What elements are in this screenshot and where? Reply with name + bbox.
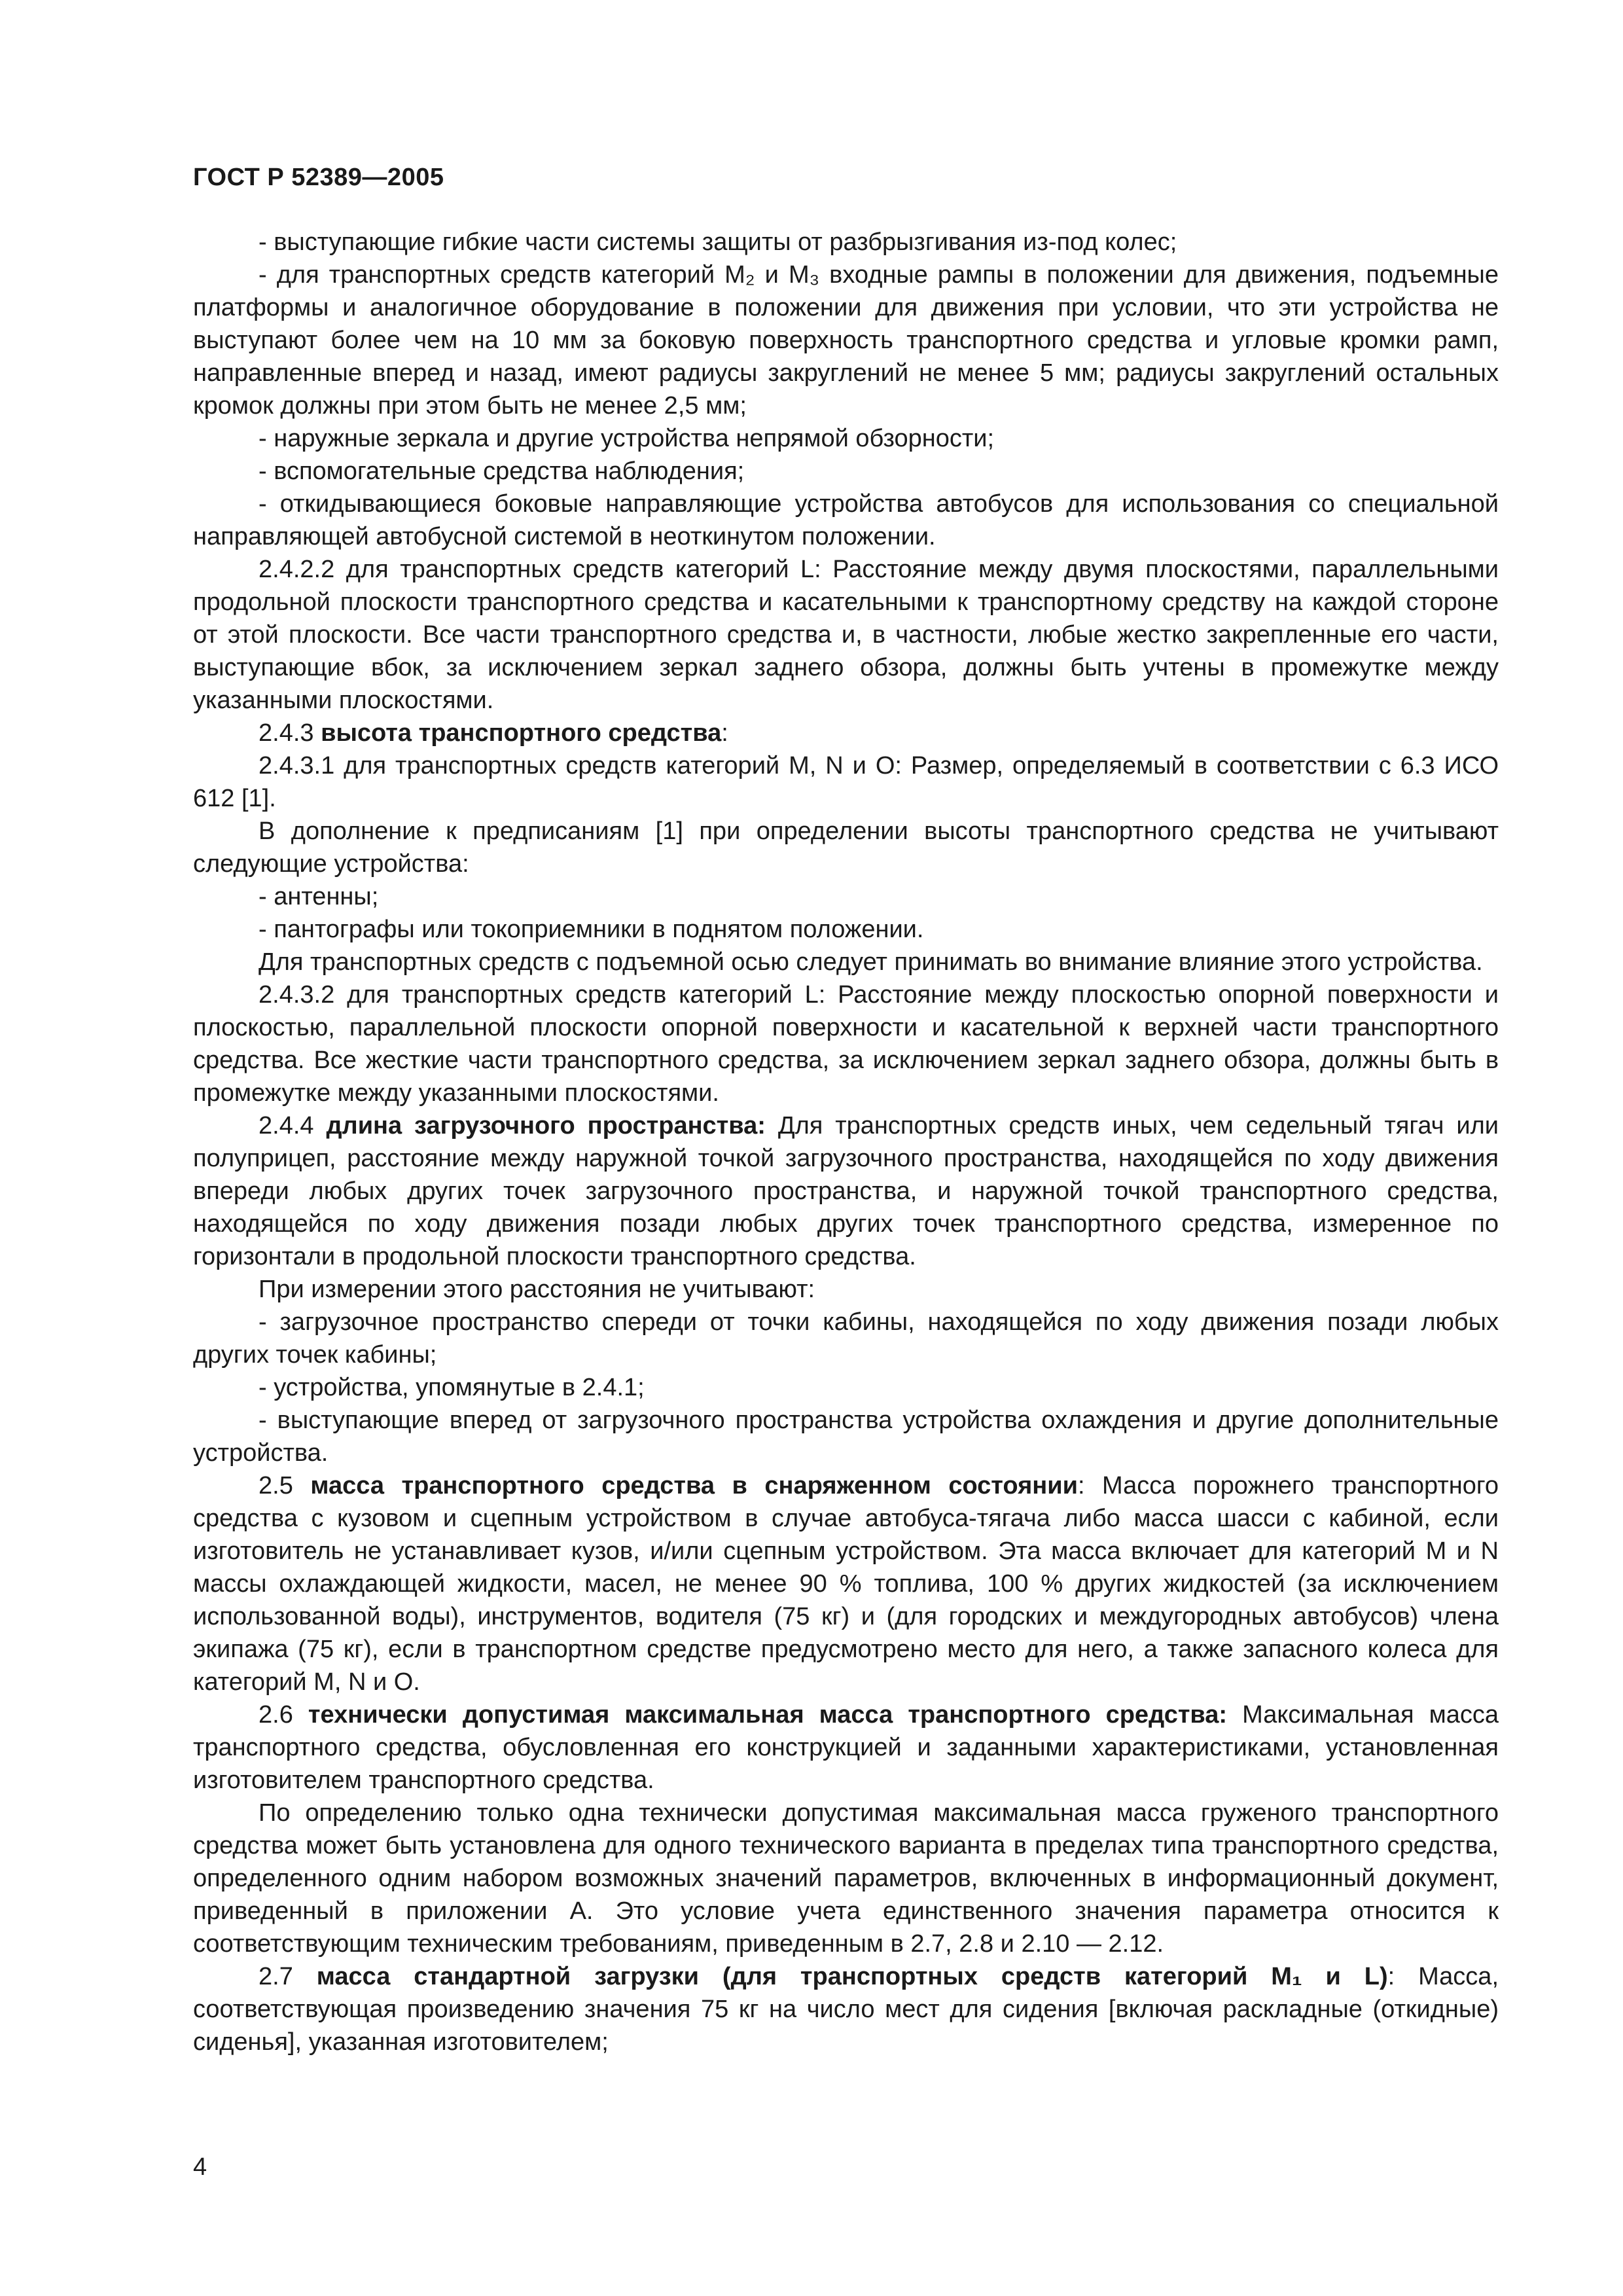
paragraph: При измерении этого расстояния не учитывают: — [259, 1276, 815, 1303]
clause-number: 2.4.4 — [259, 1112, 327, 1139]
clause-number: 2.7 — [259, 1963, 317, 1990]
document-header — [193, 164, 444, 192]
defined-term: длина загрузочного пространства: — [326, 1112, 766, 1139]
paragraph: 2.4.2.2 для транспортных средств категорий L: Расстояние между двумя плоскостями, параллельными продольной плоскости транспортного средства и касательными к транспортному средству на каждой стороне от этой плоскости. Все части транспортного средства и, в частности, любые жестко закрепленные его части, выступающие вбок, за исключением зеркал заднего обзора, должны быть учтены в промежутке между указанными плоскостями. — [193, 556, 1499, 714]
definition-text: : Масса порожнего транспортного средства с кузовом и сцепным устройством в случае автобуса-тягача либо масса шасси с кабиной, если изготовитель не устанавливает кузов, и/или сцепным устройством. Эта масса включает для категорий M и N массы охлаждающей жидкости, масел, не менее 90 % топлива, 100 % других жидкостей (за исключением использованной воды), инструментов, водителя (75 кг) и (для городских и междугородных автобусов) члена экипажа (75 кг), если в транспортном средстве предусмотрено место для него, а также запасного колеса для категорий M, N и O. — [193, 1472, 1499, 1696]
paragraph: - антенны; — [259, 883, 379, 910]
defined-term: масса транспортного средства в снаряженном состоянии — [310, 1472, 1078, 1499]
definition-paragraph — [193, 1960, 1499, 2058]
document-id: ГОСТ Р 52389—2005 — [193, 164, 444, 191]
definition-paragraph — [193, 1469, 1499, 1698]
defined-term: высота транспортного средства — [321, 719, 722, 747]
defined-term: масса стандартной загрузки (для транспортных средств категорий M₁ и L) — [316, 1963, 1388, 1990]
definition-paragraph — [193, 1109, 1499, 1273]
paragraph: - загрузочное пространство спереди от точки кабины, находящейся по ходу движения позади любых других точек кабины; — [193, 1308, 1499, 1369]
paragraph: - устройства, упомянутые в 2.4.1; — [259, 1374, 645, 1401]
clause-number: 2.4.3 — [259, 719, 321, 747]
paragraph: 2.4.3.1 для транспортных средств категорий M, N и O: Размер, определяемый в соответствии с 6.3 ИСО 612 [1]. — [193, 752, 1499, 812]
paragraph: В дополнение к предписаниям [1] при определении высоты транспортного средства не учитывают следующие устройства: — [193, 817, 1499, 878]
definition-text: Для транспортных средств иных, чем седельный тягач или полуприцеп, расстояние между наружной точкой загрузочного пространства, находящейся по ходу движения впереди любых других точек загрузочного пространства, и наружной точкой транспортного средства, находящейся по ходу движения позади любых других точек транспортного средства, измеренное по горизонтали в продольной плоскости транспортного средства. — [193, 1112, 1499, 1270]
page-number: 4 — [193, 2153, 207, 2181]
paragraph: - выступающие гибкие части системы защиты от разбрызгивания из-под колес; — [259, 228, 1177, 256]
clause-number: 2.6 — [259, 1701, 308, 1729]
paragraph: Для транспортных средств с подъемной осью следует принимать во внимание влияние этого устройства. — [259, 948, 1483, 976]
page-footer — [193, 2153, 207, 2181]
paragraph: - пантографы или токоприемники в поднятом положении. — [259, 916, 924, 943]
paragraph: 2.4.3.2 для транспортных средств категорий L: Расстояние между плоскостью опорной поверхности и плоскостью, параллельной плоскости опорной поверхности и касательной к верхней части транспортного средства. Все жесткие части транспортного средства, за исключением зеркал заднего обзора, должны быть в промежутке между указанными плоскостями. — [193, 981, 1499, 1107]
definition-paragraph — [193, 717, 1499, 749]
definition-text: : Масса, соответствующая произведению значения 75 кг на число мест для сидения [включая раскладные (откидные) сиденья], указанная изготовителем; — [193, 1963, 1499, 2056]
paragraph: - выступающие вперед от загрузочного пространства устройства охлаждения и другие дополнительные устройства. — [193, 1407, 1499, 1467]
paragraph: По определению только одна технически допустимая максимальная масса груженого транспортного средства может быть установлена для одного технического варианта в пределах типа транспортного средства, определенного одним набором возможных значений параметров, включенных в информационный документ, приведенный в приложении А. Это условие учета единственного значения параметра относится к соответствующим техническим требованиям, приведенным в 2.7, 2.8 и 2.10 — 2.12. — [193, 1799, 1499, 1958]
paragraph: - откидывающиеся боковые направляющие устройства автобусов для использования со специальной направляющей автобусной системой в неоткинутом положении. — [193, 490, 1499, 550]
defined-term: технически допустимая максимальная масса транспортного средства: — [308, 1701, 1228, 1729]
paragraph: - вспомогательные средства наблюдения; — [259, 457, 745, 485]
definition-paragraph — [193, 1698, 1499, 1797]
document-body — [193, 226, 1499, 2058]
definition-text: : — [721, 719, 728, 747]
definition-text: Максимальная масса транспортного средства, обусловленная его конструкцией и заданными характеристиками, установленная изготовителем транспортного средства. — [193, 1701, 1499, 1794]
paragraph: - наружные зеркала и другие устройства непрямой обзорности; — [259, 425, 995, 452]
paragraph: - для транспортных средств категорий M₂ и M₃ входные рампы в положении для движения, подъемные платформы и аналогичное оборудование в положении для движения при условии, что эти устройства не выступают более чем на 10 мм за боковую поверхность транспортного средства и угловые кромки рамп, направленные вперед и назад, имеют радиусы закруглений не менее 5 мм; радиусы закруглений остальных кромок должны при этом быть не менее 2,5 мм; — [193, 261, 1499, 420]
clause-number: 2.5 — [259, 1472, 311, 1499]
